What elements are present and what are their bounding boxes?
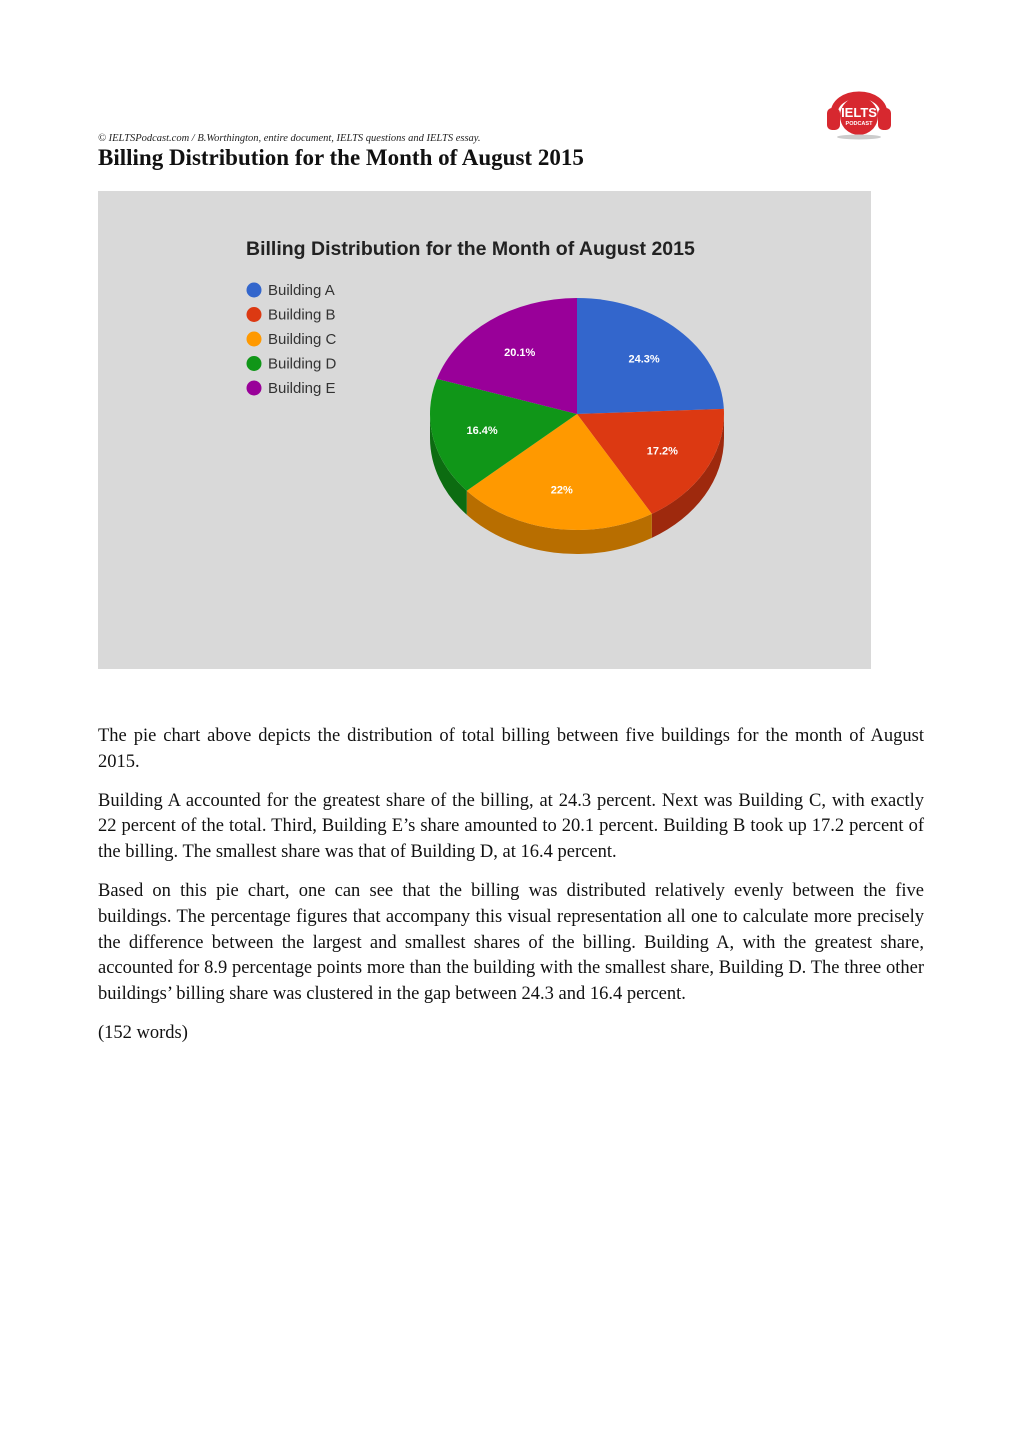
pie-chart: [98, 191, 871, 669]
essay-text: [98, 724, 924, 1060]
essay-paragraph-1: The pie chart above depicts the distribution of total billing between five buildings for the month of August 2015.: [98, 726, 924, 772]
pie-slices: [430, 298, 724, 530]
pie-label-building-c: 22%: [550, 484, 573, 497]
page-title: Billing Distribution for the Month of August 2015: [98, 145, 584, 170]
pie-label-building-a: 24.3%: [628, 353, 660, 366]
pie-label-building-b: 17.2%: [646, 445, 678, 458]
legend-marker-building-c: [247, 332, 262, 347]
pie-label-building-d: 16.4%: [466, 424, 498, 437]
legend-marker-building-b: [247, 307, 262, 322]
pie-label-building-e: 20.1%: [504, 347, 536, 360]
headphones-icon: [822, 74, 896, 140]
essay-paragraph-2: Building A accounted for the greatest share of the billing, at 24.3 percent. Next was Building C, with exactly 22 percent of the total. Third, Building E’s share amounted to 20.1 percent. Building B took up 17.2 percent of the billing. The smallest share was that of Building D, at 16.4 percent.: [98, 790, 924, 863]
legend-label-building-c: Building C: [268, 331, 337, 348]
legend-label-building-e: Building E: [268, 380, 336, 397]
logo-text: IELTS: [841, 105, 877, 120]
word-count: (152 words): [98, 1022, 188, 1043]
legend-marker-building-d: [247, 356, 262, 371]
chart-legend: [247, 282, 337, 397]
ielts-podcast-logo: [822, 74, 896, 140]
legend-label-building-b: Building B: [268, 306, 336, 324]
logo-subtext: PODCAST: [845, 121, 873, 127]
chart-container: [98, 191, 871, 669]
legend-label-building-a: Building A: [268, 282, 335, 299]
legend-label-building-d: Building D: [268, 355, 337, 373]
copyright-notice: © IELTSPodcast.com / B.Worthington, entire document, IELTS questions and IELTS essay.: [98, 133, 481, 144]
essay-paragraph-3: Based on this pie chart, one can see that the billing was distributed relatively evenly between the five buildings. The percentage figures that accompany this visual representation all one to calculate more precisely the difference between the largest and smallest shares of the billing. Building A, with the greatest share, accounted for 8.9 percentage points more than the building with the smallest share, Building D. The three other buildings’ billing share was clustered in the gap between 24.3 and 16.4 percent.: [98, 880, 924, 1005]
chart-title: Billing Distribution for the Month of August 2015: [246, 238, 695, 260]
legend-marker-building-e: [247, 381, 262, 396]
legend-marker-building-a: [247, 283, 262, 298]
